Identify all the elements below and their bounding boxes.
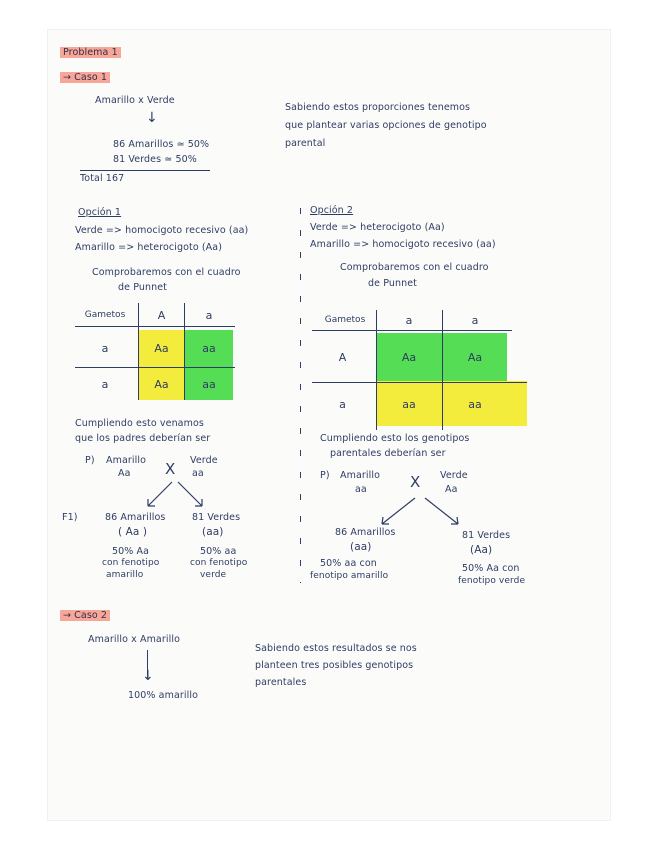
caso2-label bbox=[60, 610, 110, 621]
opcion1-conclusion-1: Cumpliendo esto venamos bbox=[75, 418, 204, 429]
caso1-note-1: Sabiendo estos proporciones tenemos bbox=[285, 102, 471, 113]
opcion2-desc-2-line-2: fenotipo verde bbox=[458, 576, 526, 586]
caso2-label-text: → Caso 2 bbox=[60, 610, 110, 621]
punnett1-row-1: a bbox=[101, 341, 109, 355]
punnett2-col-1: a bbox=[405, 313, 413, 327]
punnett1-col-2: a bbox=[205, 308, 213, 322]
opcion1-title: Opción 1 bbox=[78, 207, 122, 218]
caso1-result-1: 86 Amarillos ≃ 50% bbox=[113, 139, 210, 150]
opcion2-parent-b-genotype: Aa bbox=[445, 484, 458, 495]
opcion2-parent-a-genotype: aa bbox=[355, 484, 367, 495]
punnett1-cell-2-2: aa bbox=[202, 377, 216, 391]
opcion1-desc-2-line-3: verde bbox=[200, 570, 227, 580]
down-arrow-icon: ↓ bbox=[146, 110, 158, 126]
caso2-result: 100% amarillo bbox=[128, 690, 199, 701]
opcion2-p-label: P) bbox=[320, 470, 330, 481]
punnett2-col-2: a bbox=[471, 313, 479, 327]
caso1-total: Total 167 bbox=[80, 173, 125, 184]
page-title: Problema 1 bbox=[60, 47, 121, 58]
opcion2-offspring-2-genotype: (Aa) bbox=[470, 544, 493, 556]
opcion2-branch-arrows bbox=[360, 496, 480, 528]
opcion1-desc-1-line-2: con fenotipo bbox=[102, 558, 160, 568]
opcion2-line-4: de Punnet bbox=[368, 278, 417, 289]
opcion2-offspring-1-genotype: (aa) bbox=[350, 541, 372, 553]
opcion1-conclusion-2: que los padres deberían ser bbox=[75, 433, 211, 444]
caso2-cross: Amarillo x Amarillo bbox=[88, 634, 180, 645]
opcion1-p-label: P) bbox=[85, 455, 95, 466]
column-divider bbox=[300, 208, 301, 583]
caso2-note-2: planteen tres posibles genotipos bbox=[255, 660, 414, 671]
caso1-label bbox=[60, 72, 110, 83]
opcion1-desc-1-line-1: 50% Aa bbox=[112, 546, 150, 557]
caso2-note-1: Sabiendo estos resultados se nos bbox=[255, 643, 417, 654]
opcion2-line-3: Comprobaremos con el cuadro bbox=[340, 262, 489, 273]
caso2-note-3: parentales bbox=[255, 677, 307, 688]
opcion1-branch-arrows bbox=[130, 480, 220, 510]
opcion2-line-2: Amarillo => homocigoto recesivo (aa) bbox=[310, 239, 496, 250]
punnett1-cell-1-2: aa bbox=[202, 341, 216, 355]
opcion2-parent-b: Verde bbox=[440, 470, 468, 481]
punnett2-cell-1-2: Aa bbox=[467, 350, 483, 364]
opcion1-desc-1-line-3: amarillo bbox=[106, 570, 144, 580]
opcion1-f1-label: F1) bbox=[62, 512, 78, 523]
punnett1-cell-1-1: Aa bbox=[154, 341, 169, 355]
punnett1-corner: Gametos bbox=[84, 310, 126, 320]
opcion1-parent-b: Verde bbox=[190, 455, 218, 466]
punnett1-hline-1 bbox=[75, 326, 235, 327]
punnett2-cell-2-1: aa bbox=[402, 398, 416, 411]
opcion1-line-4: de Punnet bbox=[118, 282, 167, 293]
opcion2-conclusion-1: Cumpliendo esto los genotipos bbox=[320, 433, 470, 444]
opcion1-offspring-1-genotype: ( Aa ) bbox=[118, 526, 148, 538]
punnett1-row-2: a bbox=[101, 377, 109, 391]
opcion1-offspring-2: 81 Verdes bbox=[192, 512, 241, 523]
punnett2-corner: Gametos bbox=[324, 315, 366, 325]
caso1-note-2: que plantear varias opciones de genotipo bbox=[285, 120, 487, 131]
caso1-cross: Amarillo x Verde bbox=[95, 95, 175, 106]
opcion1-parent-a: Amarillo bbox=[106, 455, 147, 466]
opcion2-desc-1-line-1: 50% aa con bbox=[320, 558, 377, 569]
opcion2-parent-a: Amarillo bbox=[340, 470, 381, 481]
opcion2-conclusion-2: parentales deberían ser bbox=[330, 448, 446, 459]
opcion1-offspring-2-genotype: (aa) bbox=[202, 526, 224, 538]
opcion1-desc-2-line-1: 50% aa bbox=[200, 546, 237, 557]
caso1-result-2: 81 Verdes ≃ 50% bbox=[113, 154, 197, 165]
opcion2-desc-2-line-1: 50% Aa con bbox=[462, 563, 520, 574]
opcion1-line-3: Comprobaremos con el cuadro bbox=[92, 267, 241, 278]
punnett1-cell-2-1: Aa bbox=[154, 377, 169, 391]
punnett2-cell-1-1: Aa bbox=[401, 350, 417, 364]
opcion1-parent-b-genotype: aa bbox=[192, 468, 204, 479]
sum-line bbox=[80, 170, 210, 171]
opcion1-cross-x: X bbox=[165, 460, 176, 478]
opcion1-line-2: Amarillo => heterocigoto (Aa) bbox=[75, 242, 223, 253]
punnett2-cell-2-2: aa bbox=[468, 398, 482, 411]
caso1-label-text: → Caso 1 bbox=[60, 72, 110, 83]
down-arrow-icon: ↓ bbox=[142, 668, 154, 684]
opcion1-desc-2-line-2: con fenotipo bbox=[190, 558, 248, 568]
punnett2-row-2: a bbox=[339, 398, 346, 411]
caso1-note-3: parental bbox=[285, 138, 326, 149]
opcion2-desc-1-line-2: fenotipo amarillo bbox=[310, 571, 389, 581]
opcion1-parent-a-genotype: Aa bbox=[118, 468, 131, 479]
opcion2-cross-x: X bbox=[410, 473, 421, 491]
opcion1-line-1: Verde => homocigoto recesivo (aa) bbox=[75, 225, 249, 236]
punnett2-hline-1 bbox=[312, 330, 512, 331]
opcion2-offspring-2: 81 Verdes bbox=[462, 530, 511, 541]
opcion2-line-1: Verde => heterocigoto (Aa) bbox=[310, 222, 445, 233]
opcion2-title: Opción 2 bbox=[310, 205, 354, 216]
opcion2-offspring-1: 86 Amarillos bbox=[335, 527, 396, 538]
opcion1-offspring-1: 86 Amarillos bbox=[105, 512, 166, 523]
punnett1-col-1: A bbox=[157, 308, 166, 322]
punnett2-row-1: A bbox=[338, 350, 347, 364]
